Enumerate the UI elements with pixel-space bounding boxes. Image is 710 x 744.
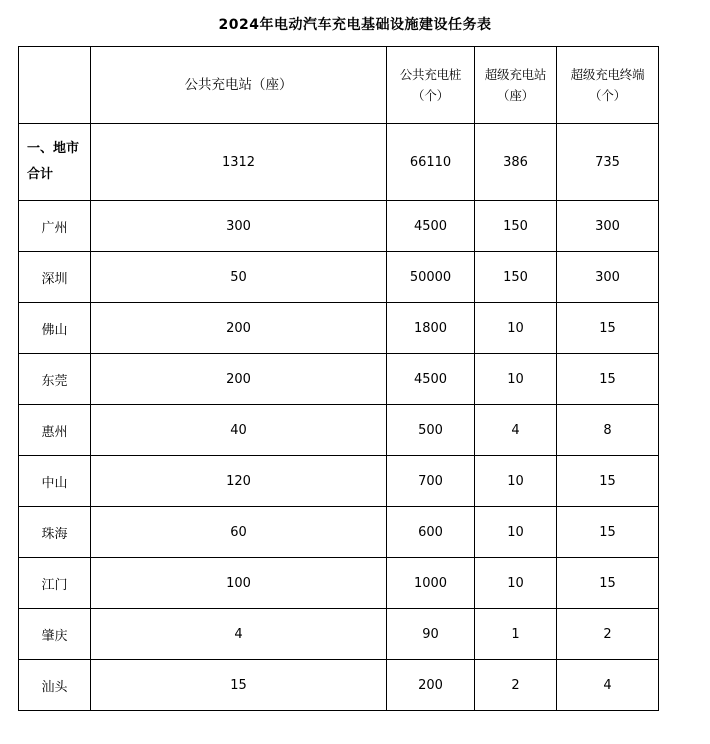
table-row — [19, 609, 659, 660]
table-cell-value: 10 — [475, 507, 557, 558]
table-row — [19, 558, 659, 609]
header-cell-super-terminals — [557, 47, 659, 124]
table-row — [19, 124, 659, 201]
header-line-1: 超级充电终端 — [570, 67, 645, 82]
table-cell-value: 4 — [475, 405, 557, 456]
table-cell-value: 120 — [91, 456, 387, 507]
table-cell-value: 15 — [557, 354, 659, 405]
table-cell-value: 700 — [387, 456, 475, 507]
header-line-2: （座） — [497, 88, 534, 103]
table-cell-value: 50 — [91, 252, 387, 303]
table-cell-value: 10 — [475, 456, 557, 507]
table-cell-value: 15 — [557, 507, 659, 558]
header-cell-super-stations — [475, 47, 557, 124]
table-body — [19, 124, 659, 711]
table-cell-value: 4500 — [387, 354, 475, 405]
table-cell-value: 90 — [387, 609, 475, 660]
header-line-2: （个） — [589, 88, 626, 103]
table-cell-value: 735 — [557, 124, 659, 201]
table-row — [19, 354, 659, 405]
row-label: 佛山 — [19, 303, 91, 354]
table-row — [19, 252, 659, 303]
table-cell-value: 300 — [91, 201, 387, 252]
row-label: 珠海 — [19, 507, 91, 558]
table-cell-value: 1312 — [91, 124, 387, 201]
header-row — [19, 47, 659, 124]
table-row — [19, 201, 659, 252]
table-cell-value: 300 — [557, 252, 659, 303]
row-label: 汕头 — [19, 660, 91, 711]
table-cell-value: 8 — [557, 405, 659, 456]
row-label-line-2: 合计 — [27, 167, 54, 182]
table-cell-value: 2 — [557, 609, 659, 660]
charging-infrastructure-table — [18, 46, 659, 711]
table-cell-value: 66110 — [387, 124, 475, 201]
table-row — [19, 507, 659, 558]
row-label-line-1: 一、地市 — [27, 141, 80, 156]
header-cell-public-stations: 公共充电站（座） — [91, 47, 387, 124]
table-row — [19, 660, 659, 711]
row-label: 广州 — [19, 201, 91, 252]
table-cell-value: 40 — [91, 405, 387, 456]
row-label: 中山 — [19, 456, 91, 507]
row-label: 东莞 — [19, 354, 91, 405]
table-cell-value: 10 — [475, 354, 557, 405]
table-cell-value: 1000 — [387, 558, 475, 609]
table-cell-value: 1 — [475, 609, 557, 660]
table-cell-value: 60 — [91, 507, 387, 558]
table-cell-value: 15 — [557, 303, 659, 354]
table-row — [19, 303, 659, 354]
row-label — [19, 124, 91, 201]
table-cell-value: 15 — [91, 660, 387, 711]
table-row — [19, 405, 659, 456]
table-cell-value: 386 — [475, 124, 557, 201]
row-label: 惠州 — [19, 405, 91, 456]
table-cell-value: 4 — [91, 609, 387, 660]
table-cell-value: 15 — [557, 558, 659, 609]
table-cell-value: 4 — [557, 660, 659, 711]
header-line-1: 公共充电桩 — [399, 67, 462, 82]
row-label: 肇庆 — [19, 609, 91, 660]
table-cell-value: 15 — [557, 456, 659, 507]
table-cell-value: 200 — [387, 660, 475, 711]
table-cell-value: 50000 — [387, 252, 475, 303]
table-cell-value: 150 — [475, 201, 557, 252]
table-row — [19, 456, 659, 507]
table-cell-value: 100 — [91, 558, 387, 609]
table-cell-value: 200 — [91, 303, 387, 354]
table-cell-value: 200 — [91, 354, 387, 405]
table-cell-value: 500 — [387, 405, 475, 456]
row-label: 江门 — [19, 558, 91, 609]
table-cell-value: 600 — [387, 507, 475, 558]
table-cell-value: 150 — [475, 252, 557, 303]
table-cell-value: 4500 — [387, 201, 475, 252]
table-cell-value: 1800 — [387, 303, 475, 354]
header-line-1: 超级充电站 — [484, 67, 547, 82]
page-title: 2024年电动汽车充电基础设施建设任务表 — [218, 17, 492, 33]
table-header — [19, 47, 659, 124]
header-cell-public-piles — [387, 47, 475, 124]
row-label: 深圳 — [19, 252, 91, 303]
header-cell-region — [19, 47, 91, 124]
table-cell-value: 10 — [475, 303, 557, 354]
table-cell-value: 300 — [557, 201, 659, 252]
table-cell-value: 2 — [475, 660, 557, 711]
table-cell-value: 10 — [475, 558, 557, 609]
header-line-2: （个） — [412, 88, 449, 103]
